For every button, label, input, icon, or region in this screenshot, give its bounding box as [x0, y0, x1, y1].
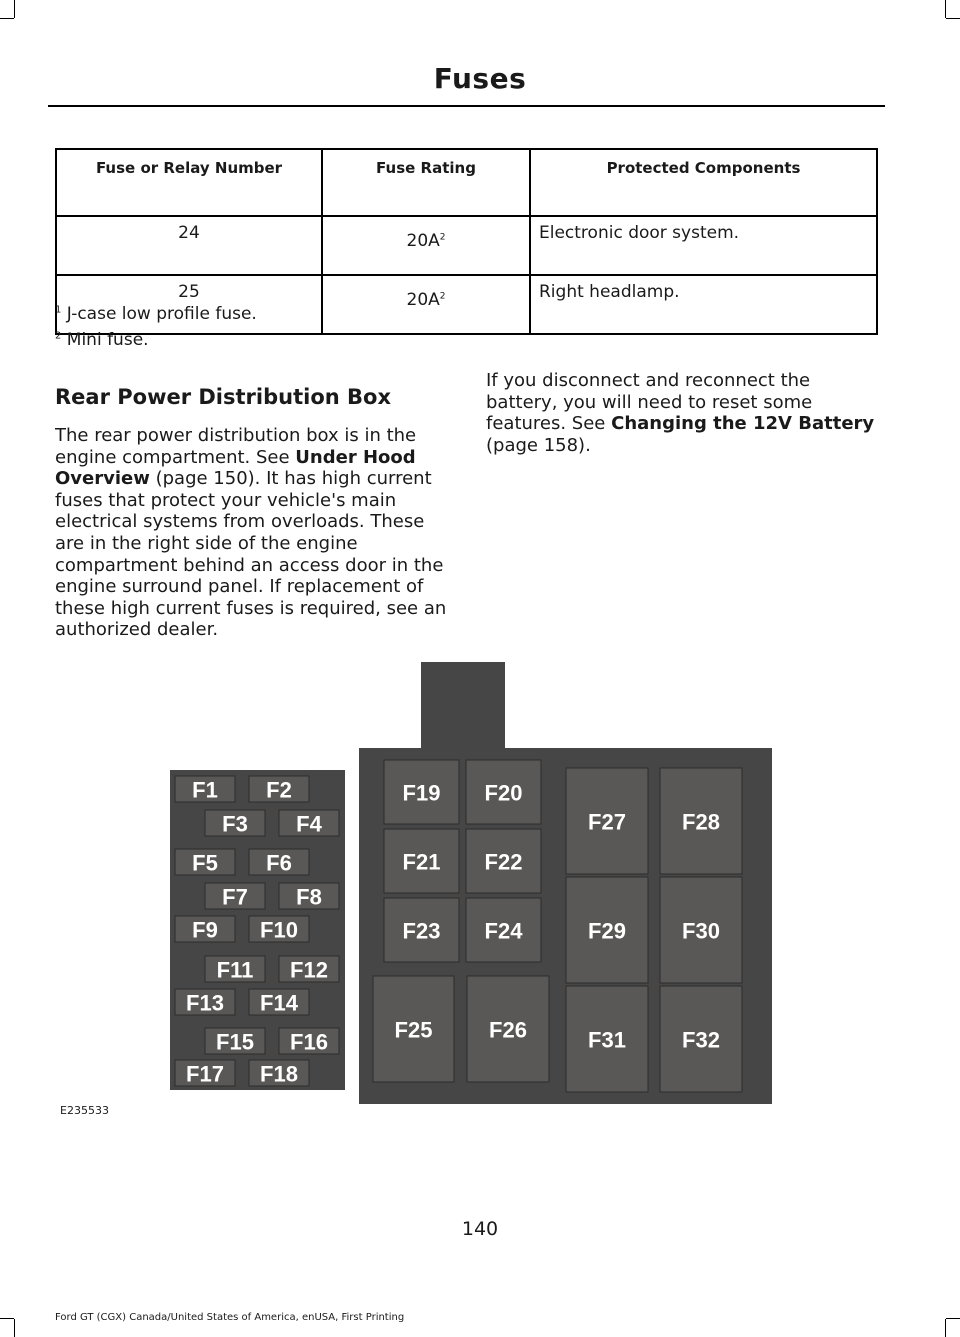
fuse-label: F18	[260, 1061, 298, 1087]
protected-component: Electronic door system.	[530, 216, 877, 275]
fuse-label: F20	[484, 780, 523, 806]
page-reference: (page 150).	[149, 468, 261, 490]
fuse-label: F13	[186, 990, 224, 1016]
fuse-label: F32	[682, 1027, 720, 1053]
page-title: Fuses	[433, 62, 527, 95]
fuse-label: F19	[402, 780, 441, 806]
fuse-layer	[170, 662, 772, 1104]
fuse-label: F1	[192, 777, 218, 803]
fuse-label: F17	[186, 1061, 224, 1087]
fuse-label: F15	[216, 1029, 254, 1055]
fuse-label: F6	[266, 850, 292, 876]
header-fuse-rating: Fuse Rating	[322, 149, 530, 216]
cross-reference-link[interactable]: Changing the 12V Battery	[611, 413, 875, 435]
fuse-label: F5	[192, 850, 218, 876]
fuse-label: F21	[402, 849, 441, 875]
fuse-label: F3	[222, 811, 248, 837]
footnote-text: Mini fuse.	[66, 330, 149, 350]
fuse-label: F11	[216, 957, 254, 983]
fuse-label: F27	[588, 809, 626, 835]
rating-footnote-ref: 2	[439, 291, 446, 302]
fuse-label: F7	[222, 884, 248, 910]
fuse-label: F30	[682, 918, 720, 944]
connector-tab	[421, 662, 505, 752]
fuse-label: F4	[296, 811, 322, 837]
protected-component: Right headlamp.	[530, 275, 877, 334]
paragraph-text: If you disconnect and reconnect the battery, you will need to reset some features. See	[486, 370, 813, 435]
page-number: 140	[461, 1218, 499, 1240]
footnote-text: J-case low profile fuse.	[66, 304, 257, 324]
paragraph-text: It has high current fuses that protect your vehicle's main electrical systems from overloads. These are in the right side of the engine compartment behind an access door in the engine surround panel. If replacement of these high current fuses is required, see an authorized dealer.	[55, 468, 447, 641]
fuse-label: F14	[260, 990, 298, 1016]
cross-reference-link[interactable]: Under Hood Overview	[55, 446, 416, 490]
fuse-label: F10	[260, 917, 298, 943]
section-heading: Rear Power Distribution Box	[55, 385, 391, 409]
rating-footnote-ref: 2	[439, 232, 446, 243]
footnote-mark: 2	[55, 330, 62, 342]
header-fuse-number: Fuse or Relay Number	[56, 149, 322, 216]
fuse-label: F28	[682, 809, 720, 835]
figure-id: E235533	[60, 1104, 109, 1117]
page-reference: (page 158).	[486, 434, 591, 456]
rating-value: 20A	[406, 290, 440, 310]
fuse-label: F23	[402, 918, 441, 944]
fuse-label: F24	[484, 918, 523, 944]
fuse-label: F29	[588, 918, 626, 944]
fuse-label: F25	[394, 1017, 433, 1043]
paragraph-text: The rear power distribution box is in the engine compartment. See	[55, 425, 417, 468]
header-protected-components: Protected Components	[530, 149, 877, 216]
fuse-label: F2	[266, 777, 292, 803]
fuse-label: F22	[484, 849, 523, 875]
footnote-mark: 1	[55, 304, 62, 316]
fuse-label: F9	[192, 917, 218, 943]
fuse-label: F12	[290, 957, 328, 983]
fuse-number: 25	[56, 275, 322, 334]
fuse-label: F8	[296, 884, 322, 910]
fuse-label: F26	[489, 1017, 527, 1043]
rating-value: 20A	[406, 231, 440, 251]
page-footer: Ford GT (CGX) Canada/United States of America, enUSA, First Printing	[55, 1312, 405, 1323]
fuse-number: 24	[56, 216, 322, 275]
fuse-label: F16	[290, 1029, 328, 1055]
fuse-label: F31	[588, 1027, 626, 1053]
